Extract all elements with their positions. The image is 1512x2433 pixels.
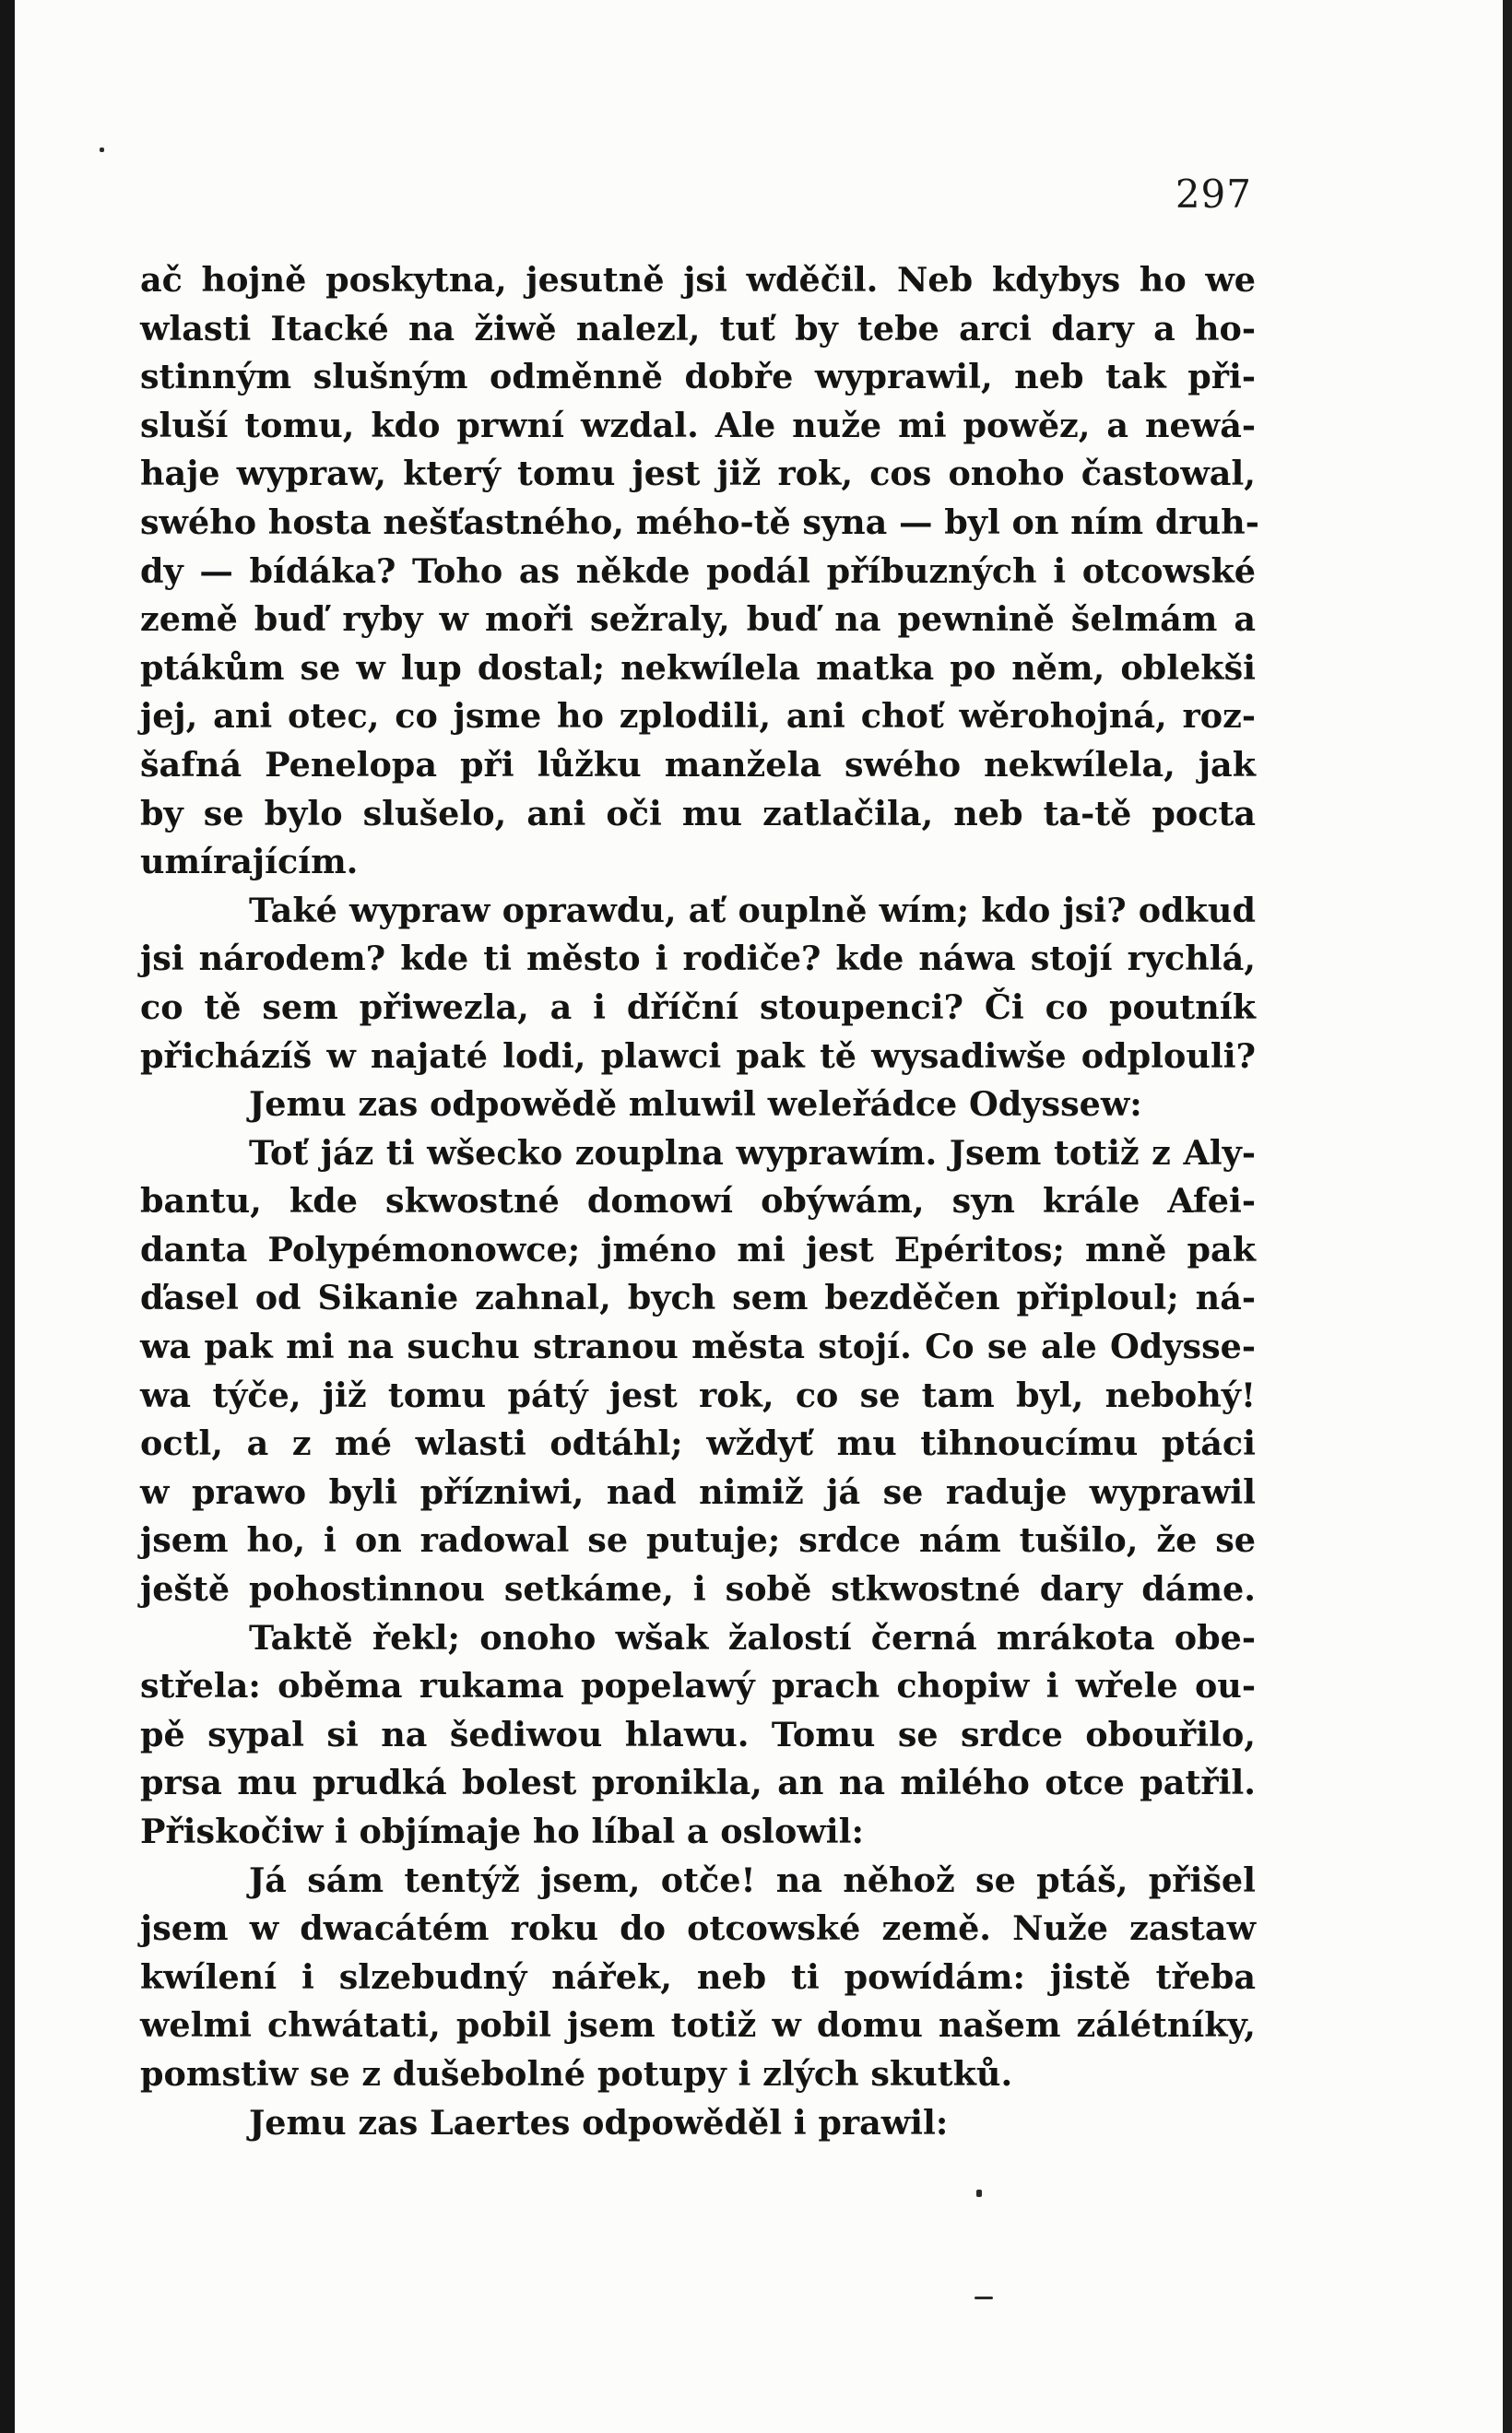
text-line: wlasti Itacké na žiwě nalezl, tuť by tebe arci dary a ho- — [140, 308, 1256, 348]
text-line: jsi národem? kde ti město i rodiče? kde náwa stojí rychlá, — [140, 939, 1256, 979]
text-line: Také wypraw oprawdu, ať ouplně wím; kdo jsi? odkud — [249, 890, 1256, 930]
text-line: bantu, kde skwostné domowí obýwám, syn krále Afei- — [140, 1181, 1256, 1222]
text-line: Toť jáz ti wšecko zouplna wyprawím. Jsem totiž z Aly- — [249, 1132, 1256, 1173]
text-line: prsa mu prudká bolest pronikla, an na milého otce patřil. — [140, 1763, 1256, 1803]
body-text — [140, 256, 1259, 2147]
text-line: ač hojně poskytna, jesutně jsi wděčil. Neb kdybys ho we — [140, 260, 1256, 300]
text-line: wa pak mi na suchu stranou města stojí. Co se ale Odysse- — [140, 1327, 1256, 1367]
text-line: dy — bídáka? Toho as někde podál příbuzných i otcowské — [140, 550, 1256, 591]
text-line: Přiskočiw i objímaje ho líbal a oslowil: — [140, 1812, 865, 1851]
text-line: střela: oběma rukama popelawý prach chopiw i wřele ou- — [140, 1666, 1256, 1707]
text-line: co tě sem přiwezla, a i dříční stoupenci? Či co poutník — [140, 986, 1256, 1027]
text-line: jej, ani otec, co jsme ho zplodili, ani choť wěrohojná, roz- — [140, 696, 1256, 737]
scan-left-border — [0, 0, 15, 2433]
text-line: pě sypal si na šediwou hlawu. Tomu se srdce obouřilo, — [140, 1714, 1256, 1754]
text-line: pomstiw se z dušebolné potupy i zlých skutků. — [140, 2053, 1013, 2094]
text-line: stinným slušným odměnně dobře wyprawil, neb tak při- — [140, 357, 1256, 397]
text-line: umírajícím. — [140, 842, 359, 882]
scan-speck — [100, 148, 104, 152]
text-line: kwílení i slzebudný nářek, neb ti powídám: jistě třeba — [140, 1956, 1256, 1997]
text-line: sluší tomu, kdo prwní wzdal. Ale nuže mi powěz, a newá- — [140, 405, 1256, 445]
text-line: ptákům se w lup dostal; nekwílela matka po něm, oblekši — [140, 647, 1256, 688]
text-line: danta Polypémonowce; jméno mi jest Epéritos; mně pak — [140, 1229, 1256, 1270]
text-line: jsem w dwacátém roku do otcowské země. Nuže zastaw — [140, 1908, 1256, 1949]
text-line: přicházíš w najaté lodi, plawci pak tě wysadiwše odplouli? — [140, 1035, 1256, 1076]
text-line: Jemu zas Laertes odpowěděl i prawil: — [249, 2102, 949, 2143]
book-page — [15, 0, 1503, 2433]
text-line: swého hosta nešťastného, mého-tě syna — byl on ním druh- — [140, 502, 1259, 542]
text-line: ďasel od Sikanie zahnal, bych sem bezděčen připloul; ná- — [140, 1278, 1256, 1318]
text-line: šafná Penelopa při lůžku manžela swého nekwílela, jak — [140, 744, 1256, 785]
text-line: haje wypraw, který tomu jest již rok, cos onoho častowal, — [140, 454, 1256, 494]
scan-speck — [976, 2190, 982, 2197]
scan-right-border — [1503, 0, 1512, 2433]
text-line: wa týče, již tomu pátý jest rok, co se tam byl, nebohý! — [140, 1375, 1256, 1415]
text-line: w prawo byli přízniwi, nad nimiž já se raduje wyprawil — [140, 1471, 1256, 1512]
scan-speck — [975, 2297, 993, 2299]
text-line: Jemu zas odpowědě mluwil weleřádce Odyssew: — [249, 1084, 1142, 1125]
text-line: by se bylo slušelo, ani oči mu zatlačila, neb ta-tě pocta — [140, 793, 1256, 833]
text-line: Taktě řekl; onoho wšak žalostí černá mrákota obe- — [249, 1617, 1256, 1658]
text-line: octl, a z mé wlasti odtáhl; wždyť mu tihnoucímu ptáci — [140, 1423, 1256, 1464]
text-line: Já sám tentýž jsem, otče! na něhož se ptáš, přišel — [249, 1860, 1256, 1900]
text-line: welmi chwátati, pobil jsem totiž w domu našem zálétníky, — [140, 2005, 1256, 2046]
text-line: jsem ho, i on radowal se putuje; srdce nám tušilo, že se — [140, 1520, 1256, 1561]
text-line: země buď ryby w moři sežraly, buď na pewnině šelmám a — [140, 599, 1256, 640]
text-line: ještě pohostinnou setkáme, i sobě stkwostné dary dáme. — [140, 1569, 1256, 1610]
page-number: 297 — [1175, 171, 1252, 217]
